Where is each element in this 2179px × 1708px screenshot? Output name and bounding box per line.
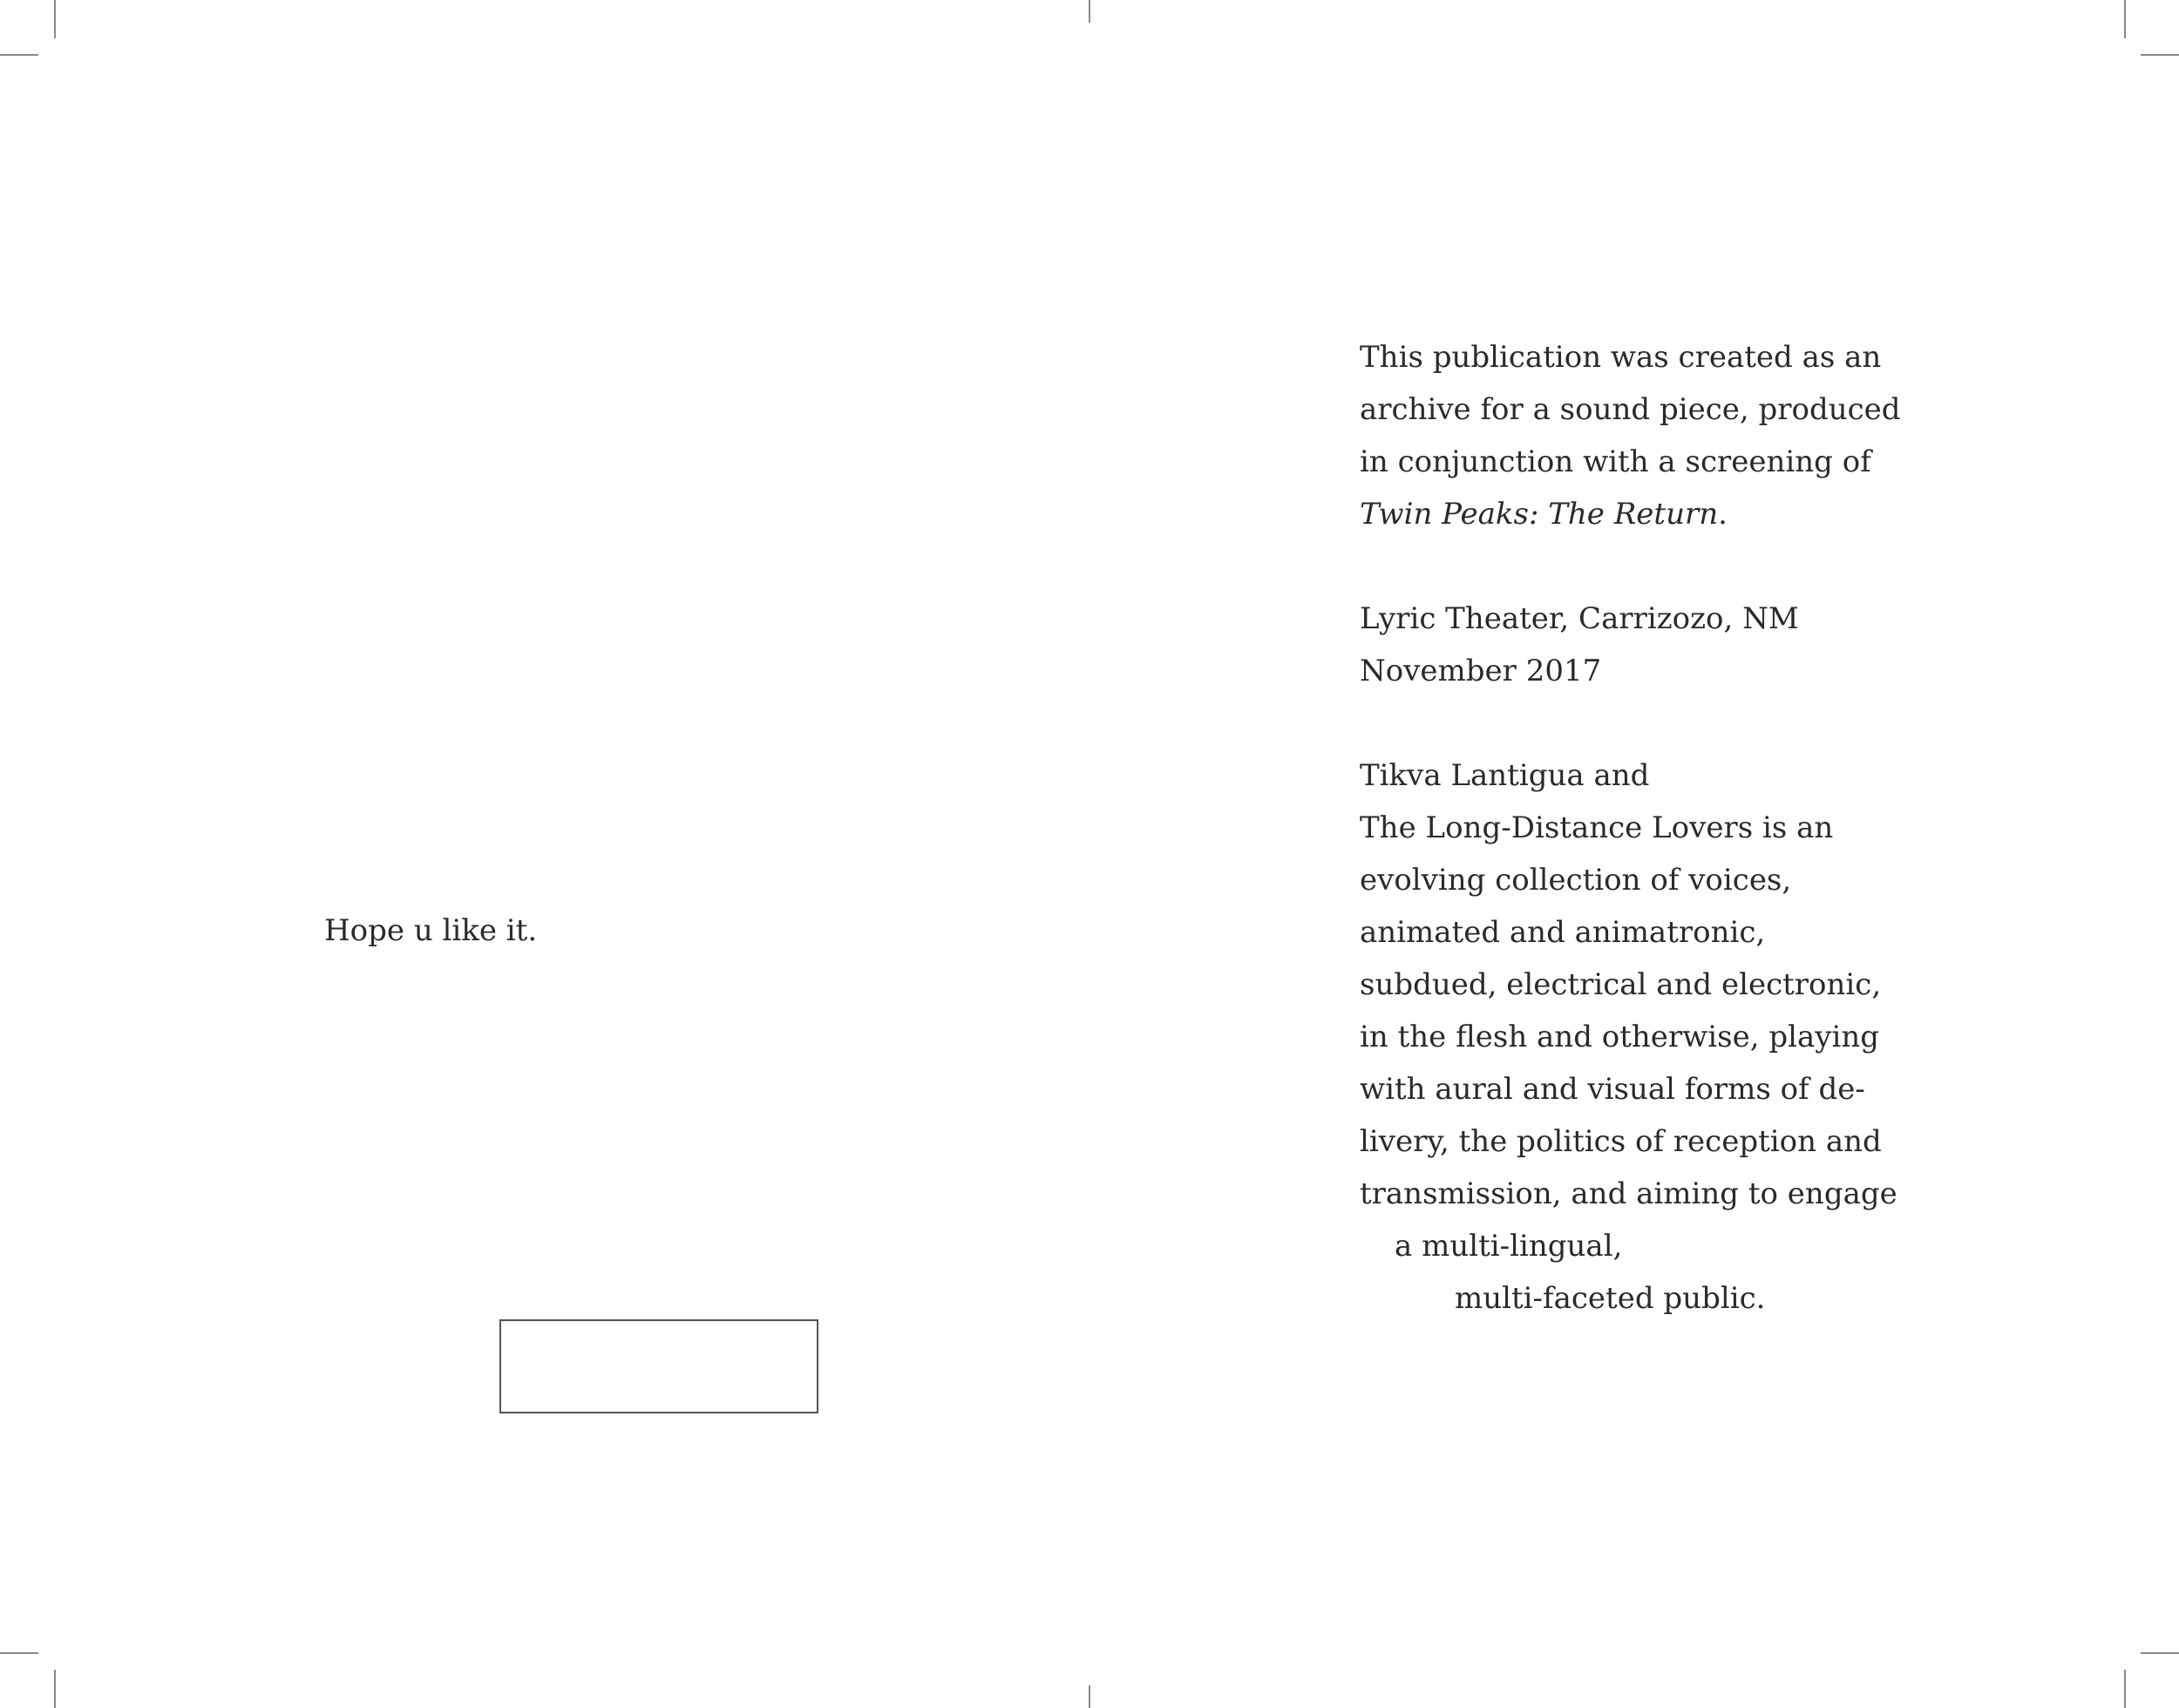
colophon-title-line — [1360, 488, 1900, 540]
crop-mark — [2124, 1670, 2126, 1708]
description-line: Tikva Lantigua and — [1360, 758, 1650, 793]
description-line: evolving collection of voices, — [1360, 863, 1792, 898]
colophon-line: in conjunction with a screening of — [1360, 444, 1871, 479]
venue-line: Lyric Theater, Carrizozo, NM — [1360, 601, 1799, 636]
paragraph-gap — [1360, 540, 1900, 593]
crop-mark — [0, 54, 38, 56]
description-line: transmission, and aiming to engage — [1360, 1176, 1897, 1211]
description-line: with aural and visual forms of de- — [1360, 1072, 1865, 1107]
crop-mark — [2141, 1652, 2179, 1654]
date-line: November 2017 — [1360, 654, 1602, 688]
left-page-note: Hope u like it. — [324, 913, 538, 948]
empty-box — [499, 1319, 818, 1413]
work-title: Twin Peaks: The Return — [1360, 497, 1719, 532]
crop-mark — [1089, 1685, 1090, 1708]
crop-mark — [54, 0, 56, 38]
colophon-line: archive for a sound piece, produced — [1360, 392, 1901, 427]
colophon-text — [1360, 331, 1900, 1325]
description-line: The Long-Distance Lovers is an — [1360, 810, 1834, 845]
colophon-line: This publication was created as an — [1360, 340, 1882, 375]
crop-mark — [2141, 54, 2179, 56]
paragraph-gap — [1360, 697, 1900, 749]
description-line: subdued, electrical and electronic, — [1360, 967, 1882, 1002]
description-line: a multi-lingual, — [1395, 1229, 1623, 1264]
description-line: in the flesh and otherwise, playing — [1360, 1020, 1879, 1054]
crop-mark — [1089, 0, 1090, 23]
description-line: multi-faceted public. — [1455, 1281, 1766, 1316]
description-line: livery, the politics of reception and — [1360, 1124, 1882, 1159]
crop-mark — [54, 1670, 56, 1708]
description-line: animated and animatronic, — [1360, 915, 1766, 950]
crop-mark — [2124, 0, 2126, 38]
crop-mark — [0, 1652, 38, 1654]
title-period: . — [1718, 497, 1728, 532]
